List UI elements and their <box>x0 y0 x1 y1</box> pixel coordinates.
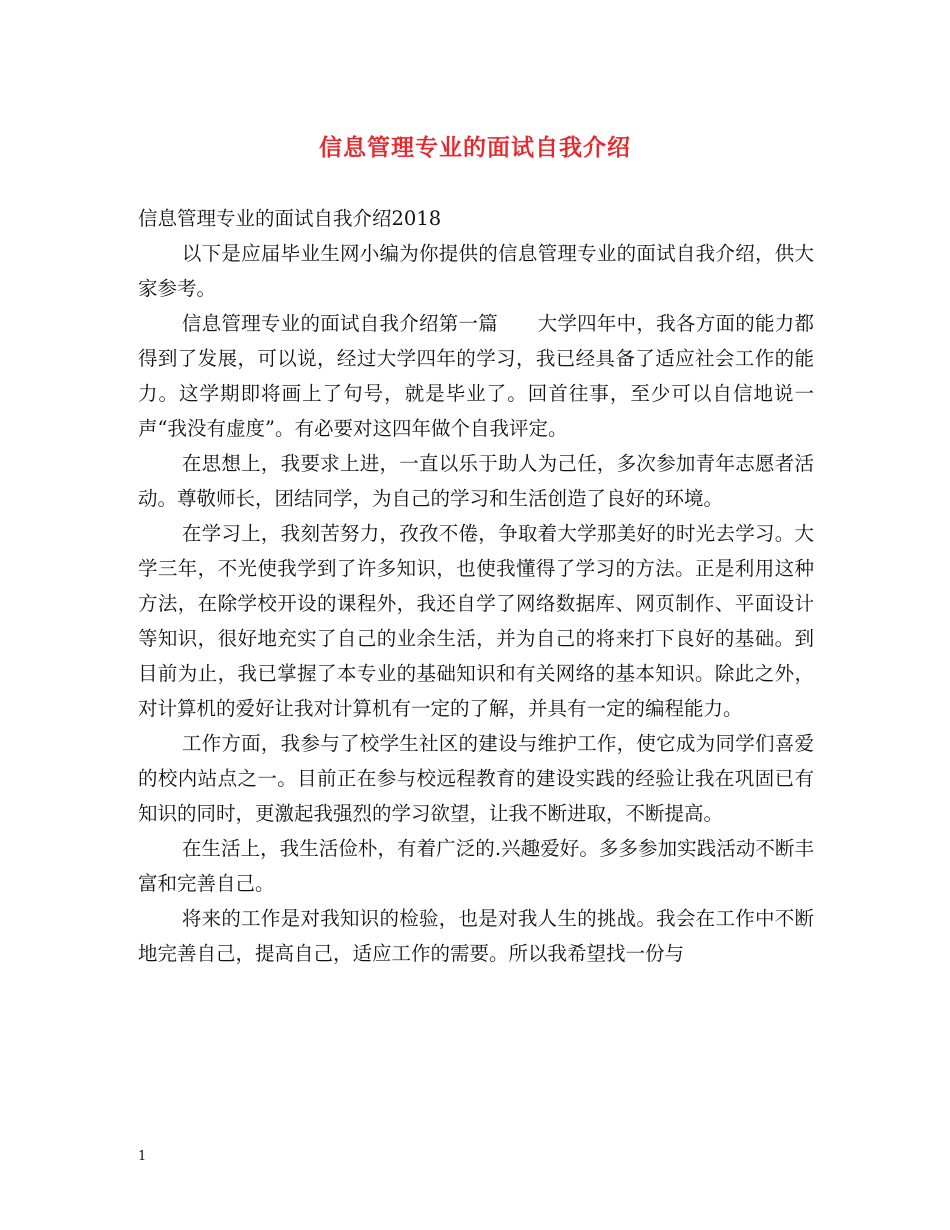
paragraph-study: 在学习上，我刻苦努力，孜孜不倦，争取着大学那美好的时光去学习。大学三年，不光使我学到了许多知识，也使我懂得了学习的方法。正是利用这种方法，在除学校开设的课程外，我还自学了网络数据库、网页制作、平面设计等知识，很好地充实了自己的业余生活，并为自己的将来打下良好的基础。到目前为止，我已掌握了本专业的基础知识和有关网络的基本知识。除此之外，对计算机的爱好让我对计算机有一定的了解，并具有一定的编程能力。 <box>138 522 814 720</box>
document-body <box>138 201 814 971</box>
paragraph-future: 将来的工作是对我知识的检验，也是对我人生的挑战。我会在工作中不断地完善自己，提高自己，适应工作的需要。所以我希望找一份与 <box>138 907 814 965</box>
paragraph-life: 在生活上，我生活俭朴，有着广泛的.兴趣爱好。多多参加实践活动不断丰富和完善自己。 <box>138 837 814 895</box>
paragraph-ideology: 在思想上，我要求上进，一直以乐于助人为己任，多次参加青年志愿者活动。尊敬师长，团结同学，为自己的学习和生活创造了良好的环境。 <box>138 452 814 510</box>
paragraph-first-article: 信息管理专业的面试自我介绍第一篇 大学四年中，我各方面的能力都得到了发展，可以说，经过大学四年的学习，我已经具备了适应社会工作的能力。这学期即将画上了句号，就是毕业了。回首往事，至少可以自信地说一声“我没有虚度”。有必要对这四年做个自我评定。 <box>138 312 814 440</box>
document-title: 信息管理专业的面试自我介绍 <box>319 134 631 161</box>
paragraph-work: 工作方面，我参与了校学生社区的建设与维护工作，使它成为同学们喜爱的校内站点之一。目前正在参与校远程教育的建设实践的经验让我在巩固已有知识的同时，更激起我强烈的学习欲望，让我不断进取，不断提高。 <box>138 732 814 825</box>
subtitle-line: 信息管理专业的面试自我介绍2018 <box>138 207 442 230</box>
page-number: 1 <box>138 1149 147 1164</box>
paragraph-intro: 以下是应届毕业生网小编为你提供的信息管理专业的面试自我介绍，供大家参考。 <box>138 242 814 300</box>
